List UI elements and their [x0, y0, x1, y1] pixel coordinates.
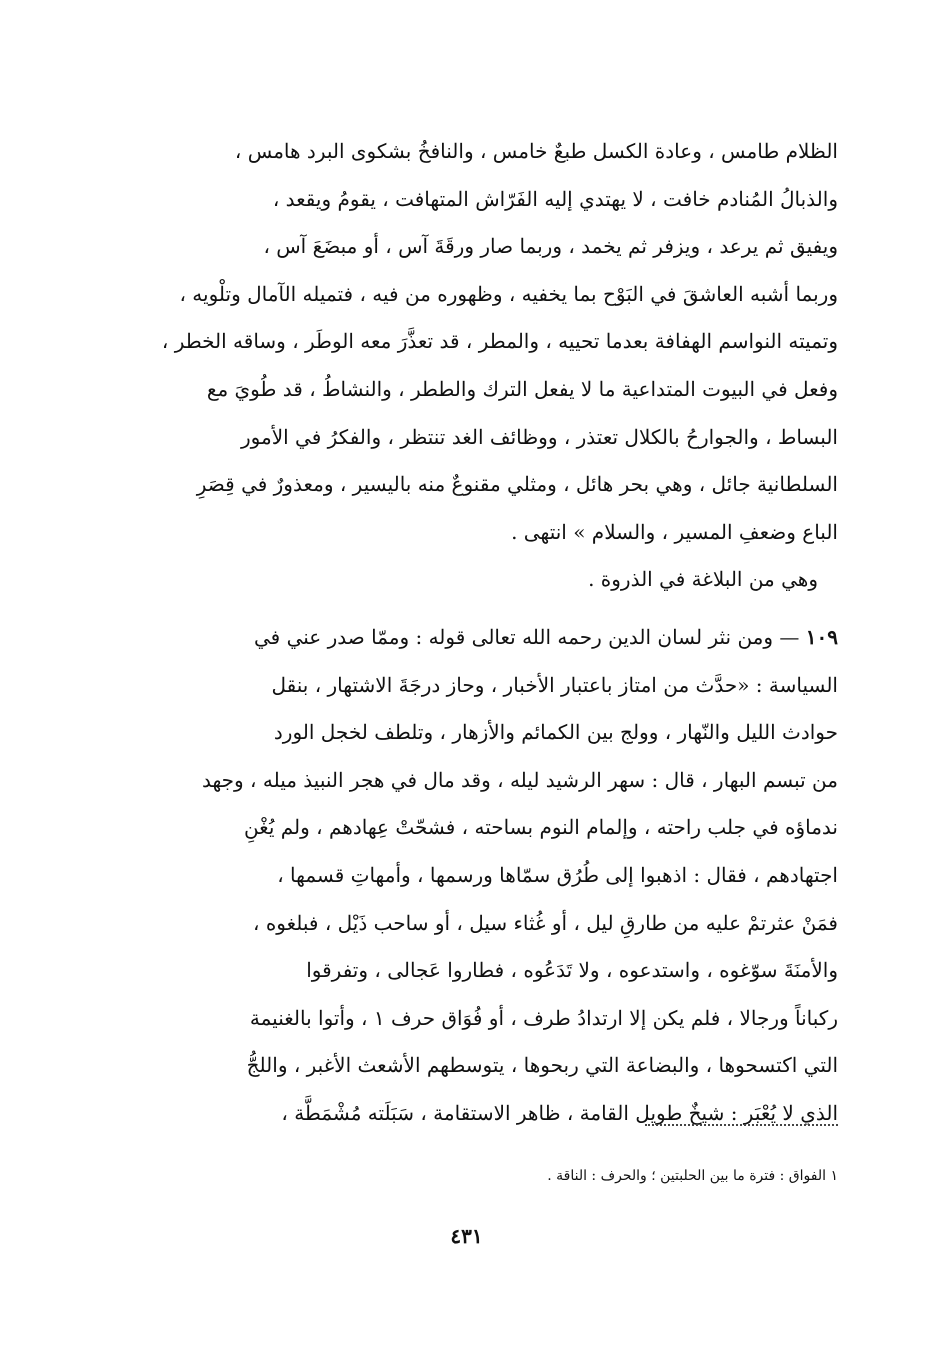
text-line: السلطانية جائل ، وهي بحر هائل ، ومثلي مقنوعٌ منه باليسير ، ومعذورٌ في قِصَرِ — [196, 472, 838, 497]
text-line: والذبالُ المُنادم خافت ، لا يهتدي إليه الفَرّاش المتهافت ، يقومُ ويقعد ، — [272, 186, 838, 211]
item-number: ١٠٩ — [805, 625, 838, 649]
text-line: وفعل في البيوت المتداعية ما لا يفعل الترك والططر ، والنشاطُ ، قد طُويَ مع — [206, 376, 838, 401]
text-line: الظلام طامس ، وعادة الكسل طبعٌ خامس ، والنافخُ بشكوى البرد هامس ، — [234, 139, 838, 163]
text-line: الباع وضعفِ المسير ، والسلام » انتهى . — [511, 519, 838, 544]
text-line: والأمنَةَ سوّغوه ، واستدعوه ، ولا تَدَعُوه ، فطاروا عَجالى ، وتفرقوا — [306, 958, 838, 983]
paragraph-letter-continuation — [93, 128, 838, 604]
closing-remark: وهي من البلاغة في الذروة . — [588, 567, 818, 592]
page-number: ٤٣١ — [450, 1224, 483, 1248]
text-line: السياسة : «حدَّث من امتاز باعتبار الأخبار ، وحاز درجَةَ الاشتهار ، بنقل — [271, 672, 838, 697]
text-line: وتميته النواسم الهفافة بعدما تحييه ، والمطر ، قد تعذَّرَ معه الوطَر ، وساقه الخطر ، — [161, 329, 838, 354]
text-line: فمَنْ عثرتمْ عليه من طارقِ ليل ، أو غُثاء سيل ، أو ساحب ذَيْل ، فبلغوه ، — [253, 910, 838, 935]
paragraph-item-109 — [93, 614, 838, 1138]
text-line: ويفيق ثم يرعد ، ويزفر ثم يخمد ، وربما صار ورقَةَ آس ، أو مبضَعَ آس ، — [263, 234, 838, 259]
text-line: ركباناً ورجالا ، فلم يكن إلا ارتدادُ طرف ، أو فُوَاق حرف ١ ، وأتوا بالغنيمة — [249, 1005, 838, 1030]
text-line: الذي لا يُعْبَر : شيخٌ طويل القامة ، ظاهر الاستقامة ، سَبَلَته مُشْمَطَّة ، — [281, 1100, 838, 1125]
text-line: ندماؤه في جلب راحته ، وإلمام النوم بساحته ، فشحّتْ عِهادهم ، ولم يُغْنِ — [243, 815, 838, 840]
item-first-line-text: — ومن نثر لسان الدين رحمه الله تعالى قوله : وممّا صدر عني في — [254, 625, 800, 649]
text-line: وربما أشبه العاشقَ في البَوْح بما يخفيه ، وظهوره من فيه ، فتميله الآمال وتلْويه ، — [179, 281, 838, 306]
footnote-separator — [645, 1124, 838, 1126]
text-line: البساط ، والجوارحُ بالكلال تعتذر ، ووظائف الغد تنتظر ، والفكرُ في الأمور — [241, 424, 838, 449]
footnote: ١ الفواق : فترة ما بين الحلبتين ؛ والحرف : الناقة . — [547, 1168, 838, 1184]
text-line: من تبسم البهار ، قال : سهر الرشيد ليله ، وقد مال في هجر النبيذ ميله ، وجهد — [201, 767, 838, 792]
item-first-line — [93, 614, 838, 662]
text-line: التي اكتسحوها ، والبضاعة التي ربحوها ، يتوسطهم الأشعث الأغبر ، واللجُّ — [246, 1053, 838, 1078]
text-line: اجتهادهم ، فقال : اذهبوا إلى طُرُق سمّاها ورسمها ، وأمهاتِ قسمها ، — [277, 862, 838, 887]
text-line: حوادث الليل والنّهار ، وولج بين الكمائم والأزهار ، وتلطف لخجل الورد — [273, 720, 838, 745]
